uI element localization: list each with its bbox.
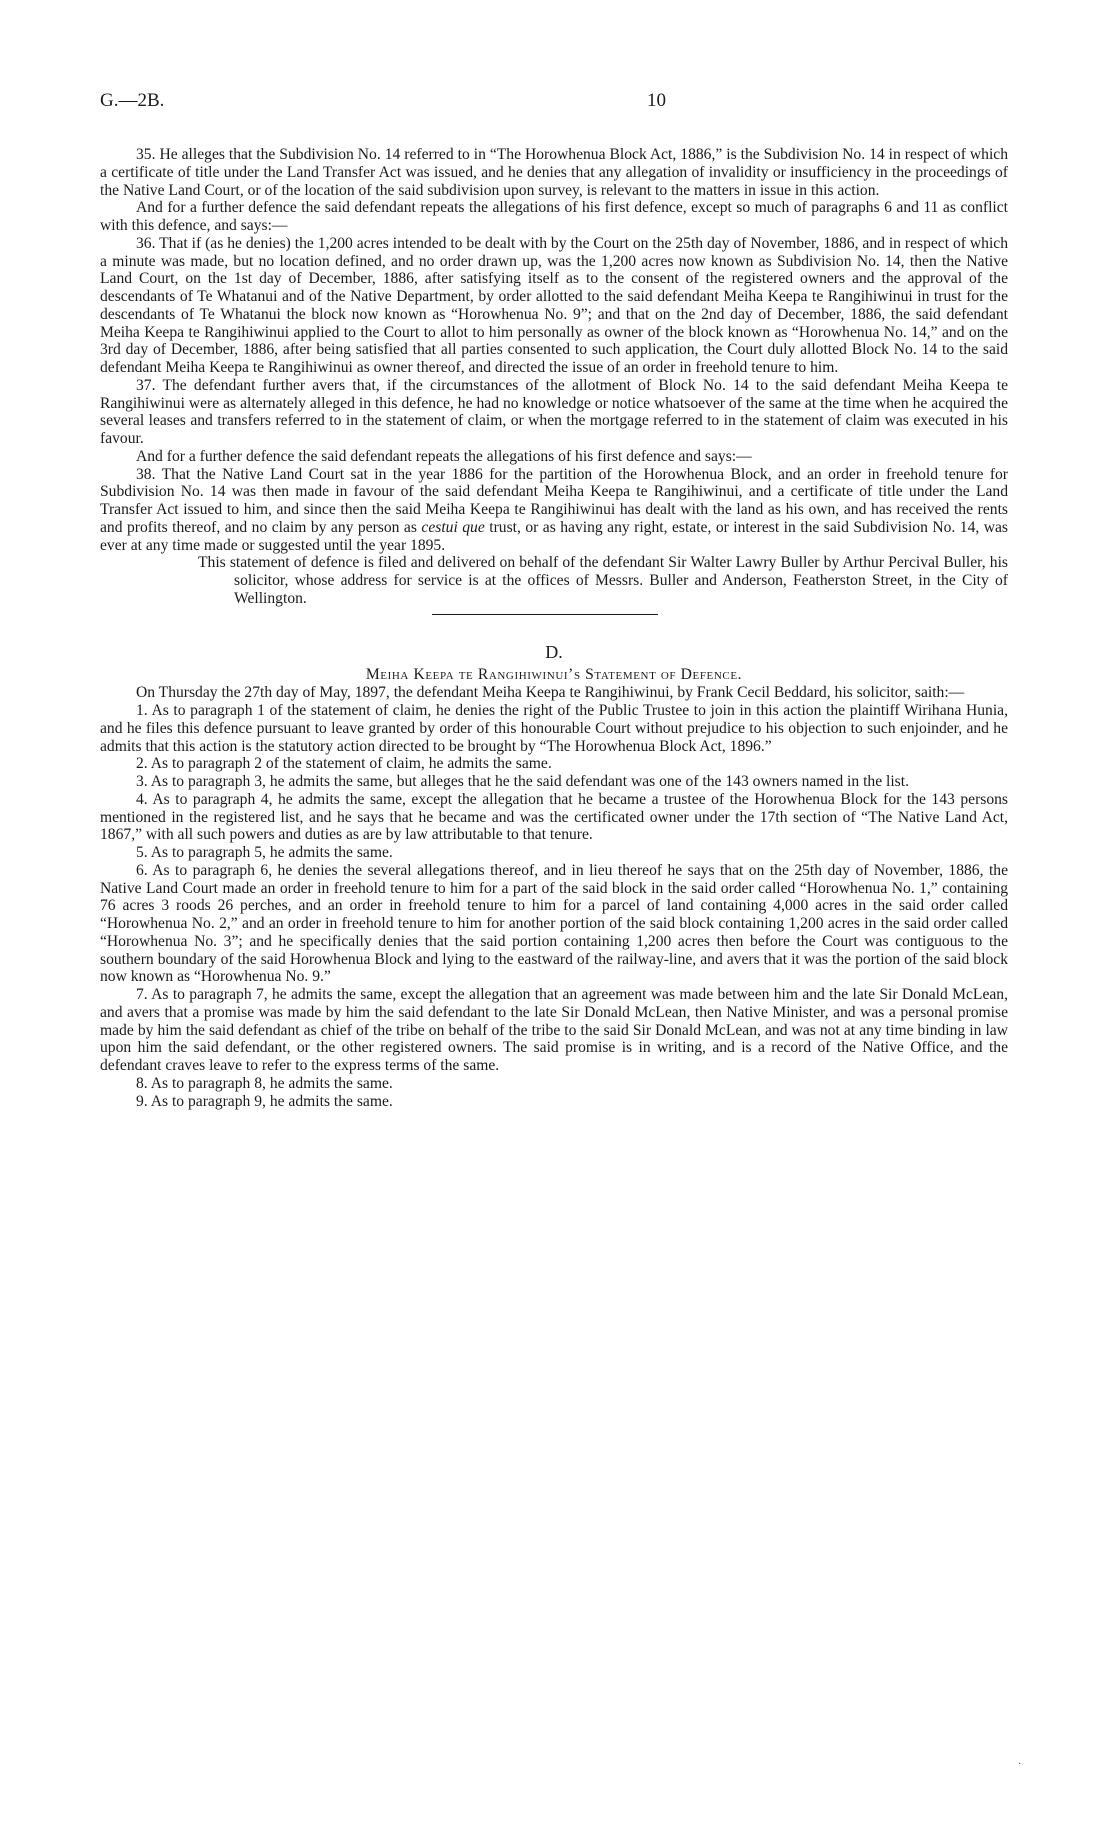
paragraph-36: 36. That if (as he denies) the 1,200 acres intended to be dealt with by the Court on the 25th day of November, 1886, and in respect of which a minute was made, but no location defined, and no order drawn up, was the 1,200 acres now known as Subdivision No. 14, then the Native Land Court, on the 1st day of December, 1886, after satisfying itself as to the consent of the registered owners and the approval of the descendants of Te Whatanui and of the Native Department, by order allotted to the said defendant Meiha Keepa te Rangihiwinui in trust for the descendants of Te Whatanui the block now known as “Horowhenua No. 9”; and that on the 2nd day of December, 1886, the said defendant Meiha Keepa te Rangihiwinui applied to the Court to allot to him personally as owner of the block known as “Horowhenua No. 14,” and on the 3rd day of December, 1886, after being satisfied that all parties consented to such application, the Court duly allotted Block No. 14 to the said defendant Meiha Keepa te Rangihiwinui as owner thereof, and directed the issue of an order in freehold tenure to him. <box>100 234 1008 376</box>
defence-paragraph-5: 5. As to paragraph 5, he admits the same. <box>136 844 393 861</box>
closing-statement: This statement of defence is filed and delivered on behalf of the defendant Sir Walter Lawry Buller by Arthur Percival Buller, his solicitor, whose address for service is at the offices of Messrs. Buller and Anderson, Featherston Street, in the City of Wellington. <box>198 554 1008 607</box>
defence-intro: On Thursday the 27th day of May, 1897, the defendant Meiha Keepa te Rangihiwinui, by Frank Cecil Beddard, his solicitor, saith:— <box>136 684 965 702</box>
defence-paragraph-3: 3. As to paragraph 3, he admits the same, but alleges that he the said defendant was one of the 143 owners named in the list. <box>136 773 909 790</box>
section-letter: D. <box>545 641 563 662</box>
further-defence-1: And for a further defence the said defendant repeats the allegations of his first defence, except so much of paragraphs 6 and 11 as conflict with this defence, and says:— <box>100 199 1008 234</box>
paragraph-37: 37. The defendant further avers that, if the circumstances of the allotment of Block No. 14 to the said defendant Meiha Keepa te Rangihiwinui were as alternately alleged in this defence, he had no knowledge or notice whatsoever of the same at the time when he acquired the several leases and transfers referred to in the statement of claim, or when the mortgage referred to in the statement of claim was executed in his favour. <box>100 376 1008 447</box>
defence-paragraph-2: 2. As to paragraph 2 of the statement of claim, he admits the same. <box>136 755 552 773</box>
paragraph-38-latin-term: cestui que <box>421 518 485 536</box>
paragraph-38-text-b: trust, or as having any right, estate, or interest in the said Subdivision No. 14, was ever at any time made or suggested until the year 1895. <box>100 518 1008 554</box>
page-number: 10 <box>647 90 666 111</box>
paragraph-38-text-a: 38. That the Native Land Court sat in the year 1886 for the partition of the Horowhenua Block, and an order in freehold tenure for Subdivision No. 14 was then made in favour of the said defendant Meiha Keepa te Rangihiwinui, and a certificate of title under the Land Transfer Act issued to him, and since then the said Meiha Keepa te Rangihiwinui has dealt with the land as his own, and has received the rents and profits thereof, and no claim by any person as <box>100 465 1008 536</box>
defence-paragraph-9: 9. As to paragraph 9, he admits the same. <box>136 1092 393 1110</box>
section-title: Meiha Keepa te Rangihiwinui’s Statement of Defence. <box>365 665 743 683</box>
document-body <box>100 146 1008 1110</box>
paragraph-35: 35. He alleges that the Subdivision No. 14 referred to in “The Horowhenua Block Act, 1886,” is the Subdivision No. 14 in respect of which a certificate of title under the Land Transfer Act was issued, and he denies that any allegation of invalidity or insufficiency in the proceedings of the Native Land Court, or of the location of the said subdivision upon survey, is relevant to the matters in issue in this action. <box>100 146 1008 199</box>
paragraph-38 <box>100 466 1008 555</box>
defence-paragraph-1: 1. As to paragraph 1 of the statement of claim, he denies the right of the Public Trustee to join in this action the plaintiff Wirihana Hunia, and he files this defence pursuant to leave granted by order of this honourable Court without prejudice to his objection to such enjoinder, and he admits that this action is the statutory action directed to be brought by “The Horowhenua Block Act, 1896.” <box>100 702 1008 755</box>
further-defence-2: And for a further defence the said defendant repeats the allegations of his first defence and says:— <box>136 447 752 465</box>
defence-paragraph-4: 4. As to paragraph 4, he admits the same, except the allegation that he became a trustee of the Horowhenua Block for the 143 persons mentioned in the registered list, and he says that he became and was the certificated owner under the 17th section of “The Native Land Act, 1867,” with all such powers and duties as are by law attributable to that tenure. <box>100 790 1008 844</box>
defence-paragraph-6: 6. As to paragraph 6, he denies the several allegations thereof, and in lieu thereof he says that on the 25th day of November, 1886, the Native Land Court made an order in freehold tenure to him for a part of the said block in the said order called “Horowhenua No. 1,” containing 76 acres 3 roods 26 perches, and an order in freehold tenure to him for a parcel of land containing 4,000 acres in the said order called “Horowhenua No. 2,” and an order in freehold tenure to him for another portion of the said block containing 1,200 acres in the said order called “Horowhenua No. 3”; and he specifically denies that the said portion containing 1,200 acres then before the Court was contiguous to the southern boundary of the said Horowhenua Block and lying to the eastward of the railway-line, and avers that it was the portion of the said block now known as “Horowhenua No. 9.” <box>100 861 1008 986</box>
page-header <box>100 92 1010 116</box>
defence-paragraph-7: 7. As to paragraph 7, he admits the same, except the allegation that an agreement was made between him and the late Sir Donald McLean, and avers that a promise was made by him the said defendant to the late Sir Donald McLean, then Native Minister, and was a personal promise made by him the said defendant as chief of the tribe on behalf of the tribe to the said Sir Donald McLean, and was not at any time binding in law upon him the said defendant, or the other registered owners. The said promise is in writing, and is a record of the Native Office, and the defendant craves leave to refer to the express terms of the same. <box>100 986 1008 1074</box>
defence-paragraph-8: 8. As to paragraph 8, he admits the same. <box>136 1074 393 1092</box>
document-reference: G.—2B. <box>100 90 165 111</box>
margin-mark: · <box>1018 1759 1022 1770</box>
section-divider <box>432 614 658 615</box>
